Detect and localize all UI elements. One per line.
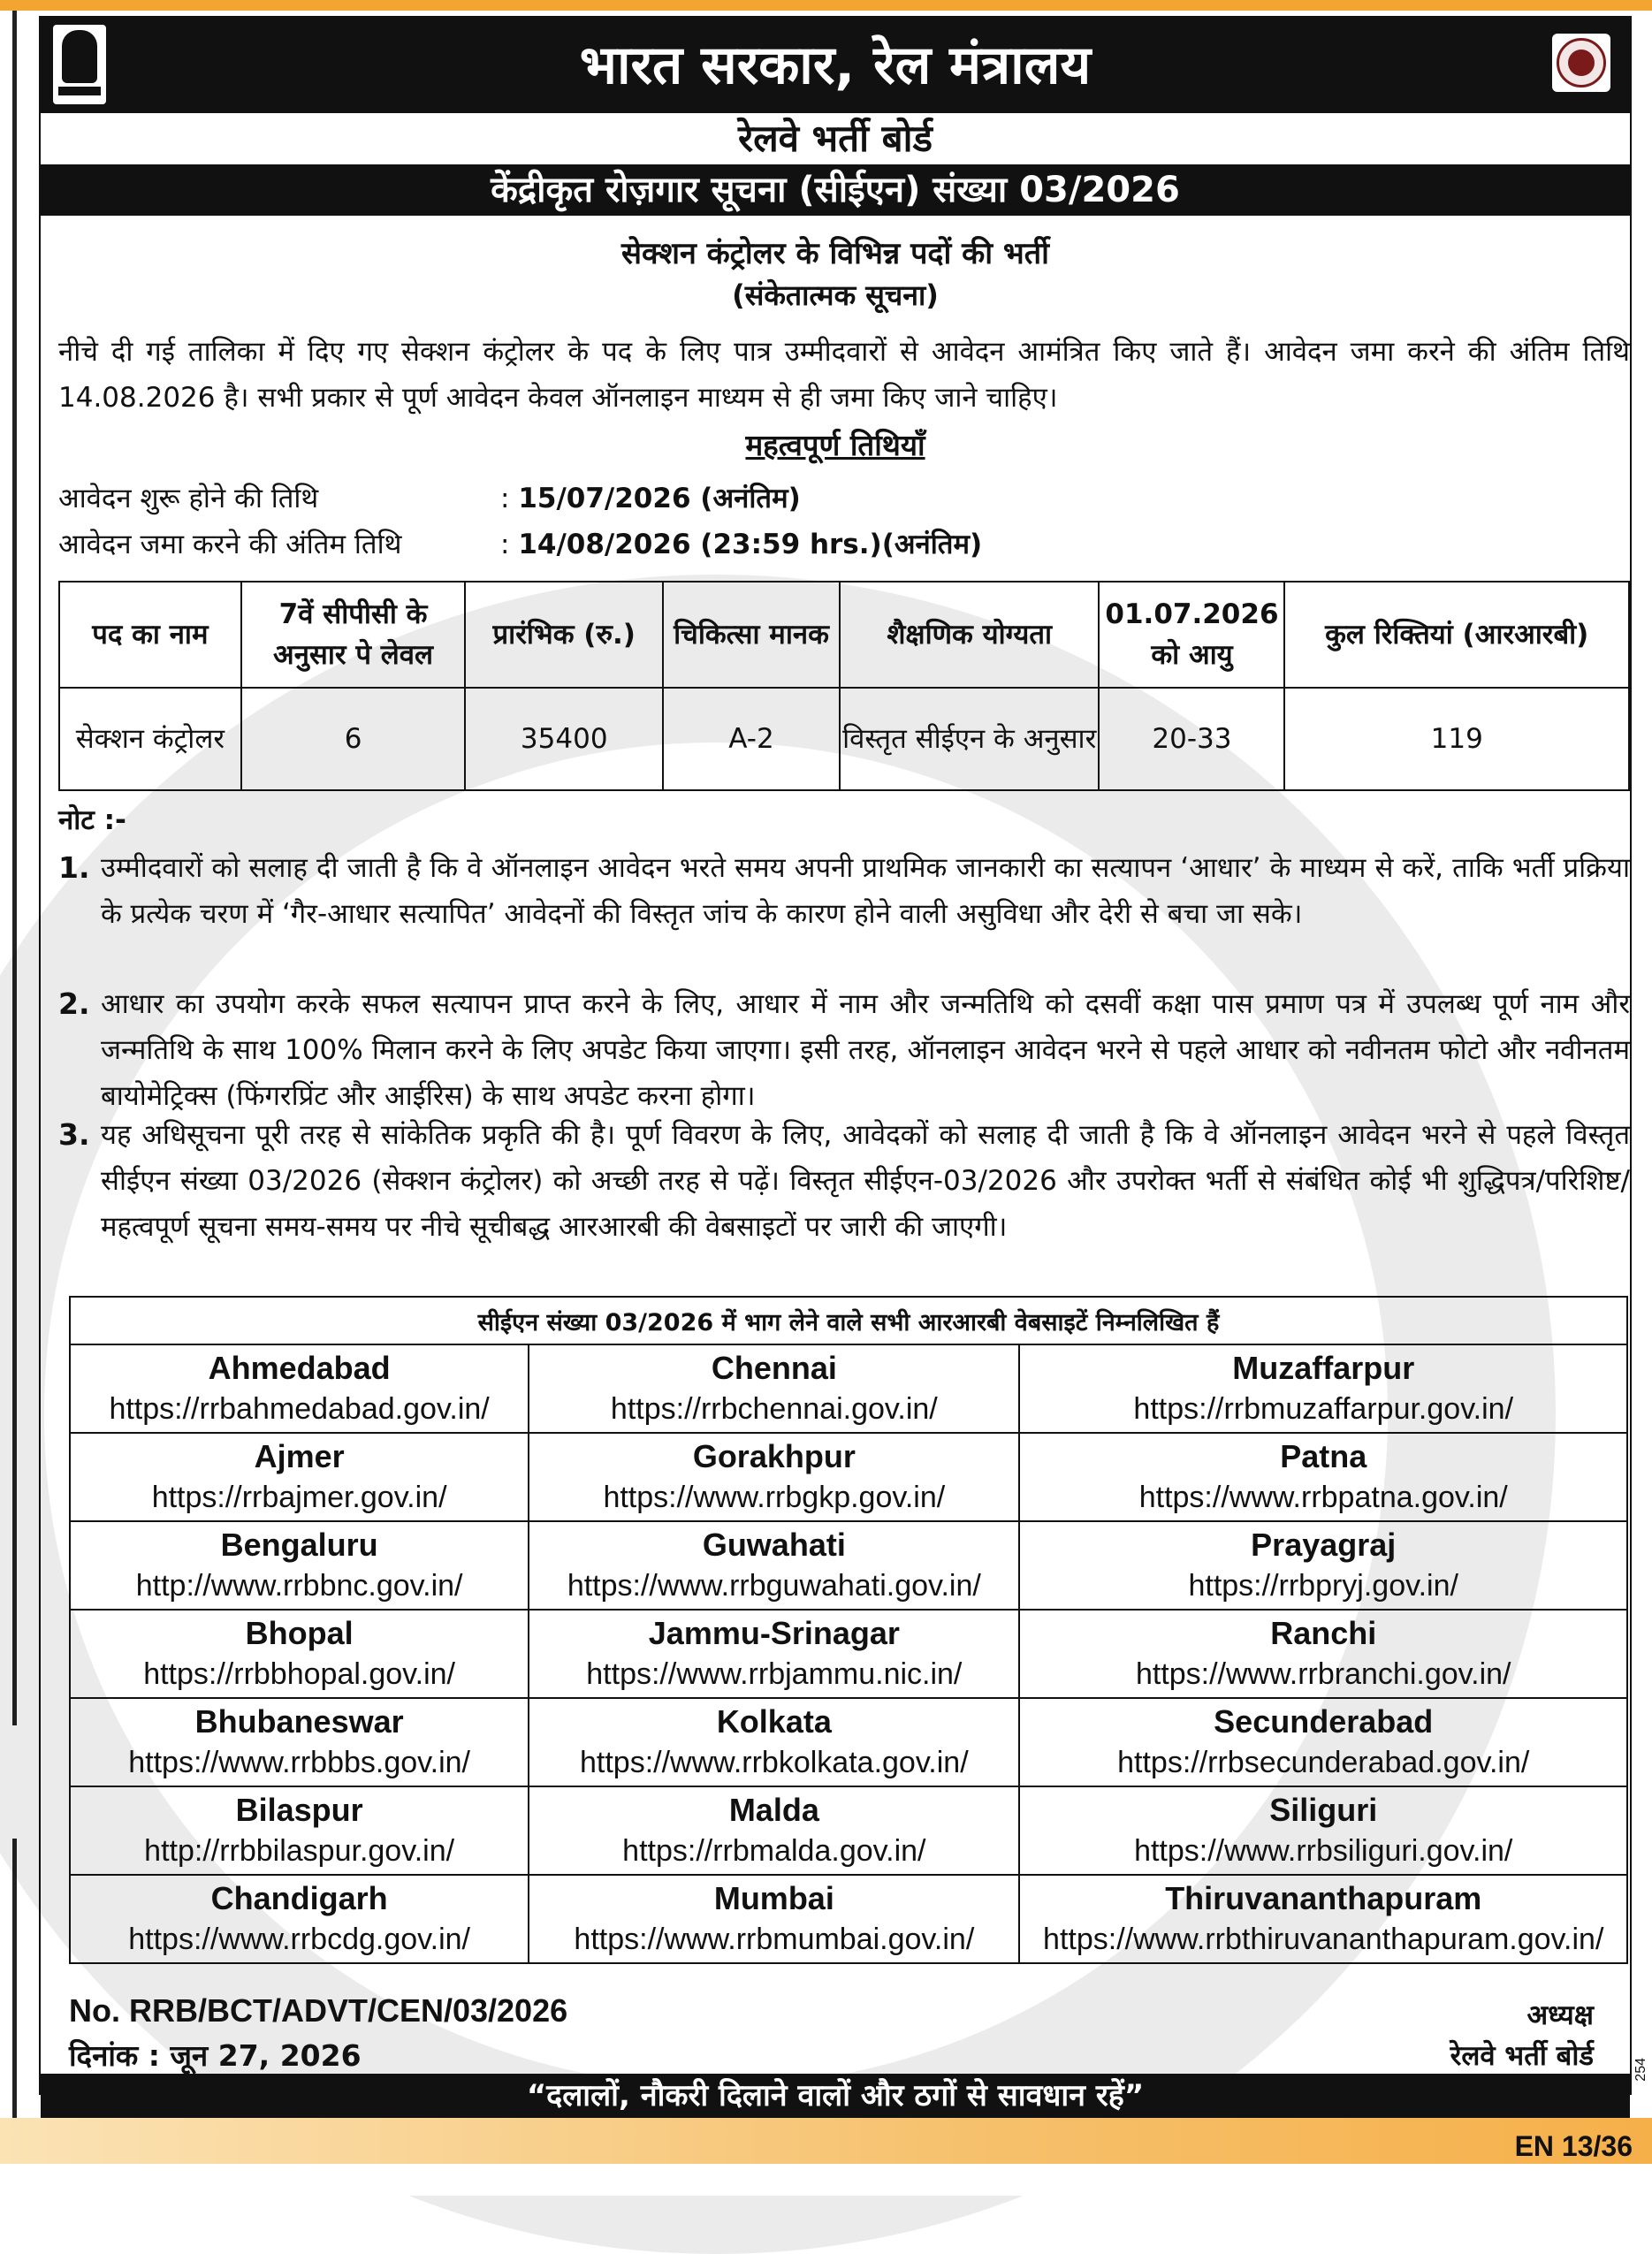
top-accent-bar bbox=[0, 0, 1652, 11]
rrb-website-link[interactable]: https://www.rrbmumbai.gov.in/ bbox=[574, 1923, 975, 1956]
rrb-cell: Kolkata https://www.rrbkolkata.gov.in/ bbox=[529, 1698, 1019, 1786]
ministry-header bbox=[41, 18, 1630, 113]
rrb-website-link[interactable]: https://rrbbhopal.gov.in/ bbox=[143, 1657, 456, 1691]
rrb-website-link[interactable]: https://rrbmalda.gov.in/ bbox=[622, 1834, 926, 1868]
railway-logo-icon bbox=[1552, 34, 1610, 92]
notice-date: दिनांक : जून 27, 2026 bbox=[69, 2038, 362, 2073]
bottom-accent-bar bbox=[0, 2118, 1652, 2164]
rrb-cell: Bilaspur http://rrbbilaspur.gov.in/ bbox=[70, 1786, 529, 1875]
table-row bbox=[70, 1344, 1627, 1433]
intro-paragraph: नीचे दी गई तालिका में दिए गए सेक्शन कंट्रोलर के पद के लिए पात्र उम्मीदवारों से आवेदन आमंत्रित किए जाते हैं। आवेदन जमा करने की अंतिम तिथि 14.08.2026 है। सभी प्रकार से पूर्ण आवेदन केवल ऑनलाइन माध्यम से ही जमा किए जाने चाहिए। bbox=[58, 336, 1630, 414]
rrb-website-link[interactable]: https://www.rrbgkp.gov.in/ bbox=[603, 1481, 946, 1514]
col-age: 01.07.2026 को आयु bbox=[1099, 582, 1284, 688]
rrb-cell: Bhopal https://rrbbhopal.gov.in/ bbox=[70, 1610, 529, 1698]
rrb-website-link[interactable]: https://www.rrbkolkata.gov.in/ bbox=[580, 1746, 969, 1779]
rrb-website-link[interactable]: https://www.rrbthiruvananthapuram.gov.in/ bbox=[1043, 1923, 1604, 1956]
note-item: 3. यह अधिसूचना पूरी तरह से सांकेतिक प्रकृति की है। पूर्ण विवरण के लिए, आवेदकों को सलाह दी जाती है कि वे ऑनलाइन आवेदन भरने से पहले विस्तृत सीईएन संख्या 03/2026 (सेक्शन कंट्रोलर) को अच्छी तरह से पढ़ें। विस्तृत सीईएन-03/2026 और उपरोक्त भर्ती से संबंधित कोई भी शुद्धिपत्र/परिशिष्ट/महत्वपूर्ण सूचना समय-समय पर नीचे सूचीबद्ध आरआरबी की वेबसाइटों पर जारी की जाएगी। bbox=[58, 1117, 1630, 1243]
caution-slogan-band: “दलालों, नौकरी दिलाने वालों और ठगों से सावधान रहें” bbox=[41, 2074, 1630, 2118]
rrb-cell: Bhubaneswar https://www.rrbbbs.gov.in/ bbox=[70, 1698, 529, 1786]
table-header-row bbox=[59, 582, 1629, 688]
cell-initial-pay: 35400 bbox=[465, 688, 663, 790]
rrb-website-link[interactable]: https://rrbmuzaffarpur.gov.in/ bbox=[1133, 1392, 1514, 1426]
cell-qualification: विस्तृत सीईएन के अनुसार bbox=[840, 688, 1100, 790]
rrb-website-link[interactable]: https://www.rrbbbs.gov.in/ bbox=[128, 1746, 470, 1779]
websites-caption: सीईएन संख्या 03/2026 में भाग लेने वाले सभी आरआरबी वेबसाइटें निम्नलिखित हैं bbox=[70, 1297, 1627, 1344]
note-item: 2. आधार का उपयोग करके सफल सत्यापन प्राप्त करने के लिए, आधार में नाम और जन्मतिथि को दसवीं कक्षा पास प्रमाण पत्र में उपलब्ध पूर्ण नाम और जन्मतिथि के साथ 100% मिलान करने के लिए अपडेट किया जाएगा। इसी तरह, ऑनलाइन आवेदन भरने से पहले आधार को नवीनतम फोटो और नवीनतम बायोमेट्रिक्स (फिंगरप्रिंट और आईरिस) के साथ अपडेट करना होगा। bbox=[58, 986, 1630, 1112]
side-code: 254 bbox=[1633, 2058, 1648, 2082]
post-details-table bbox=[58, 581, 1630, 791]
rrb-cell: Chennai https://rrbchennai.gov.in/ bbox=[529, 1344, 1019, 1433]
rrb-website-link[interactable]: https://www.rrbranchi.gov.in/ bbox=[1135, 1657, 1511, 1691]
rrb-website-link[interactable]: https://rrbpryj.gov.in/ bbox=[1188, 1569, 1458, 1603]
date-row-start: आवेदन शुरू होने की तिथि : 15/07/2026 (अनंतिम) bbox=[58, 483, 801, 514]
rrb-cell: Siliguri https://www.rrbsiliguri.gov.in/ bbox=[1019, 1786, 1627, 1875]
rrb-website-link[interactable]: https://www.rrbpatna.gov.in/ bbox=[1138, 1481, 1508, 1514]
rrb-cell: Prayagraj https://rrbpryj.gov.in/ bbox=[1019, 1521, 1627, 1610]
rrb-website-link[interactable]: http://www.rrbbnc.gov.in/ bbox=[135, 1569, 463, 1603]
table-row bbox=[70, 1786, 1627, 1875]
table-row bbox=[59, 688, 1629, 790]
table-row bbox=[70, 1698, 1627, 1786]
board-name: रेलवे भर्ती बोर्ड bbox=[41, 113, 1630, 166]
table-row bbox=[70, 1521, 1627, 1610]
cen-number-band: केंद्रीकृत रोज़गार सूचना (सीईएन) संख्या 03/2026 bbox=[41, 164, 1630, 216]
rrb-website-link[interactable]: http://rrbbilaspur.gov.in/ bbox=[144, 1834, 455, 1868]
table-row bbox=[70, 1610, 1627, 1698]
col-post-name: पद का नाम bbox=[59, 582, 241, 688]
col-pay-level: 7वें सीपीसी के अनुसार पे लेवल bbox=[241, 582, 466, 688]
table-row bbox=[70, 1875, 1627, 1963]
cell-vacancies: 119 bbox=[1284, 688, 1629, 790]
cell-medical-standard: A-2 bbox=[663, 688, 840, 790]
rrb-website-link[interactable]: https://www.rrbjammu.nic.in/ bbox=[586, 1657, 963, 1691]
rrb-website-link[interactable]: https://rrbajmer.gov.in/ bbox=[151, 1481, 447, 1514]
rrb-cell: Ranchi https://www.rrbranchi.gov.in/ bbox=[1019, 1610, 1627, 1698]
rrb-cell: Thiruvananthapuram https://www.rrbthiruvananthapuram.gov.in/ bbox=[1019, 1875, 1627, 1963]
left-margin-rule bbox=[12, 11, 17, 1725]
rrb-cell: Mumbai https://www.rrbmumbai.gov.in/ bbox=[529, 1875, 1019, 1963]
rrb-cell: Secunderabad https://rrbsecunderabad.gov.in/ bbox=[1019, 1698, 1627, 1786]
rrb-website-link[interactable]: https://www.rrbsiliguri.gov.in/ bbox=[1134, 1834, 1513, 1868]
rrb-cell: Patna https://www.rrbpatna.gov.in/ bbox=[1019, 1433, 1627, 1521]
rrb-cell: Guwahati https://www.rrbguwahati.gov.in/ bbox=[529, 1521, 1019, 1610]
rrb-website-link[interactable]: https://www.rrbcdg.gov.in/ bbox=[128, 1923, 470, 1956]
table-row bbox=[70, 1433, 1627, 1521]
rrb-cell: Muzaffarpur https://rrbmuzaffarpur.gov.in/ bbox=[1019, 1344, 1627, 1433]
col-initial-pay: प्रारंभिक (रु.) bbox=[465, 582, 663, 688]
rrb-cell: Chandigarh https://www.rrbcdg.gov.in/ bbox=[70, 1875, 529, 1963]
signatory-org: रेलवे भर्ती बोर्ड bbox=[1450, 2040, 1594, 2072]
notes-heading: नोट :- bbox=[58, 804, 126, 836]
rrb-cell: Malda https://rrbmalda.gov.in/ bbox=[529, 1786, 1019, 1875]
rrb-cell: Ajmer https://rrbajmer.gov.in/ bbox=[70, 1433, 529, 1521]
rrb-cell: Ahmedabad https://rrbahmedabad.gov.in/ bbox=[70, 1344, 529, 1433]
date-row-last: आवेदन जमा करने की अंतिम तिथि : 14/08/2026 (23:59 hrs.)(अनंतिम) bbox=[58, 529, 983, 560]
rrb-website-link[interactable]: https://rrbchennai.gov.in/ bbox=[610, 1392, 938, 1426]
rrb-cell: Bengaluru http://www.rrbbnc.gov.in/ bbox=[70, 1521, 529, 1610]
signatory-title: अध्यक्ष bbox=[1526, 1999, 1594, 2031]
left-margin-rule-lower bbox=[12, 1839, 17, 2121]
page-number: EN 13/36 bbox=[1514, 2130, 1633, 2162]
important-dates-heading: महत्वपूर्ण तिथियाँ bbox=[745, 428, 925, 462]
rrb-website-link[interactable]: https://rrbsecunderabad.gov.in/ bbox=[1117, 1746, 1530, 1779]
cell-post-name: सेक्शन कंट्रोलर bbox=[59, 688, 241, 790]
rrb-cell: Jammu-Srinagar https://www.rrbjammu.nic.in/ bbox=[529, 1610, 1019, 1698]
col-vacancies: कुल रिक्तियां (आरआरबी) bbox=[1284, 582, 1629, 688]
recruitment-subheading: (संकेतात्मक सूचना) bbox=[732, 278, 939, 312]
recruitment-heading: सेक्शन कंट्रोलर के विभिन्न पदों की भर्ती bbox=[621, 236, 1049, 271]
rrb-websites-table bbox=[69, 1296, 1628, 1964]
reference-number: No. RRB/BCT/ADVT/CEN/03/2026 bbox=[69, 1992, 568, 2029]
bottom-margin bbox=[0, 2164, 1652, 2196]
cell-age: 20-33 bbox=[1099, 688, 1284, 790]
col-qualification: शैक्षणिक योग्यता bbox=[840, 582, 1100, 688]
note-item: 1. उम्मीदवारों को सलाह दी जाती है कि वे ऑनलाइन आवेदन भरते समय अपनी प्राथमिक जानकारी का सत्यापन ‘आधार’ के माध्यम से करें, ताकि भर्ती प्रक्रिया के प्रत्येक चरण में ‘गैर-आधार सत्यापित’ आवेदनों की विस्तृत जांच के कारण होने वाली असुविधा और देरी से बचा जा सके। bbox=[58, 850, 1630, 930]
col-medical-standard: चिकित्सा मानक bbox=[663, 582, 840, 688]
rrb-cell: Gorakhpur https://www.rrbgkp.gov.in/ bbox=[529, 1433, 1019, 1521]
cell-pay-level: 6 bbox=[241, 688, 466, 790]
rrb-website-link[interactable]: https://rrbahmedabad.gov.in/ bbox=[109, 1392, 490, 1426]
ministry-title: भारत सरकार, रेल मंत्रालय bbox=[579, 34, 1092, 96]
rrb-website-link[interactable]: https://www.rrbguwahati.gov.in/ bbox=[567, 1569, 981, 1603]
